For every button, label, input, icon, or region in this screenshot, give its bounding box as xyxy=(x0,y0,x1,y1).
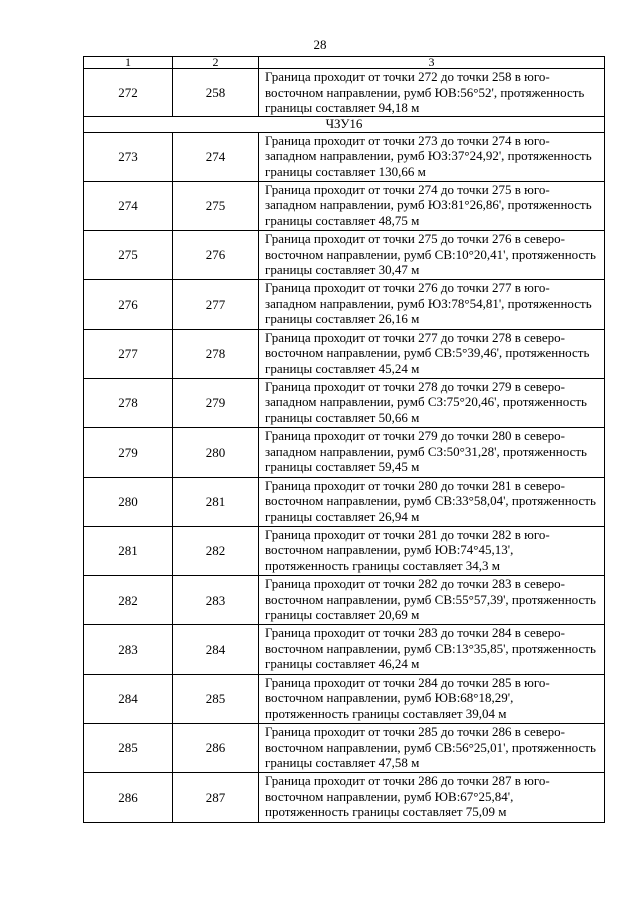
point-from: 285 xyxy=(84,724,173,773)
point-to: 275 xyxy=(173,181,259,230)
point-to: 283 xyxy=(173,576,259,625)
point-to: 280 xyxy=(173,428,259,477)
section-title: ЧЗУ16 xyxy=(84,116,605,132)
table-row xyxy=(84,674,605,723)
column-header: 3 xyxy=(259,57,605,69)
boundary-description: Граница проходит от точки 275 до точки 276 в северо- восточном направлении, румб СВ:10°20,41', протяженность границы составляет 30,47 м xyxy=(259,231,605,280)
point-from: 284 xyxy=(84,674,173,723)
boundary-description: Граница проходит от точки 272 до точки 258 в юго- восточном направлении, румб ЮВ:56°52', протяженность границы составляет 94,18 м xyxy=(259,69,605,117)
point-to: 287 xyxy=(173,773,259,822)
table-row xyxy=(84,773,605,822)
point-from: 286 xyxy=(84,773,173,822)
section-title-row xyxy=(84,116,605,132)
table-row xyxy=(84,231,605,280)
boundary-description: Граница проходит от точки 280 до точки 281 в северо- восточном направлении, румб СВ:33°58,04', протяженность границы составляет 26,94 м xyxy=(259,477,605,526)
column-header: 1 xyxy=(84,57,173,69)
point-to: 277 xyxy=(173,280,259,329)
boundary-description: Граница проходит от точки 282 до точки 283 в северо- восточном направлении, румб СВ:55°57,39', протяженность границы составляет 20,69 м xyxy=(259,576,605,625)
point-to: 284 xyxy=(173,625,259,674)
point-to: 286 xyxy=(173,724,259,773)
point-to: 279 xyxy=(173,378,259,427)
boundary-description: Граница проходит от точки 277 до точки 278 в северо- восточном направлении, румб СВ:5°39,46', протяженность границы составляет 45,24 м xyxy=(259,329,605,378)
point-from: 281 xyxy=(84,526,173,575)
point-from: 275 xyxy=(84,231,173,280)
table-row xyxy=(84,428,605,477)
table-row xyxy=(84,69,605,117)
point-from: 280 xyxy=(84,477,173,526)
point-from: 273 xyxy=(84,132,173,181)
boundary-description: Граница проходит от точки 283 до точки 284 в северо- восточном направлении, румб СВ:13°35,85', протяженность границы составляет 46,24 м xyxy=(259,625,605,674)
boundary-description: Граница проходит от точки 286 до точки 287 в юго- восточном направлении, румб ЮВ:67°25,84', протяженность границы составляет 75,09 м xyxy=(259,773,605,822)
table-row xyxy=(84,329,605,378)
boundary-description: Граница проходит от точки 276 до точки 277 в юго- западном направлении, румб ЮЗ:78°54,81', протяженность границы составляет 26,16 м xyxy=(259,280,605,329)
boundary-table xyxy=(83,56,605,823)
point-to: 278 xyxy=(173,329,259,378)
column-header: 2 xyxy=(173,57,259,69)
point-from: 277 xyxy=(84,329,173,378)
table-row xyxy=(84,378,605,427)
point-from: 278 xyxy=(84,378,173,427)
point-from: 283 xyxy=(84,625,173,674)
table-row xyxy=(84,576,605,625)
point-from: 279 xyxy=(84,428,173,477)
point-from: 274 xyxy=(84,181,173,230)
point-to: 282 xyxy=(173,526,259,575)
point-to: 258 xyxy=(173,69,259,117)
boundary-description: Граница проходит от точки 285 до точки 286 в северо- восточном направлении, румб СВ:56°25,01', протяженность границы составляет 47,58 м xyxy=(259,724,605,773)
table-header-row xyxy=(84,57,605,69)
table-row xyxy=(84,724,605,773)
point-from: 276 xyxy=(84,280,173,329)
point-to: 285 xyxy=(173,674,259,723)
table-row xyxy=(84,477,605,526)
page-number: 28 xyxy=(313,37,327,52)
point-to: 276 xyxy=(173,231,259,280)
boundary-description: Граница проходит от точки 281 до точки 282 в юго- восточном направлении, румб ЮВ:74°45,13', протяженность границы составляет 34,3 м xyxy=(259,526,605,575)
boundary-description: Граница проходит от точки 284 до точки 285 в юго- восточном направлении, румб ЮВ:68°18,29', протяженность границы составляет 39,04 м xyxy=(259,674,605,723)
boundary-description: Граница проходит от точки 279 до точки 280 в северо- западном направлении, румб СЗ:50°31,28', протяженность границы составляет 59,45 м xyxy=(259,428,605,477)
point-from: 282 xyxy=(84,576,173,625)
table-row xyxy=(84,625,605,674)
point-to: 274 xyxy=(173,132,259,181)
boundary-description: Граница проходит от точки 273 до точки 274 в юго- западном направлении, румб ЮЗ:37°24,92', протяженность границы составляет 130,66 м xyxy=(259,132,605,181)
boundary-description: Граница проходит от точки 274 до точки 275 в юго- западном направлении, румб ЮЗ:81°26,86', протяженность границы составляет 48,75 м xyxy=(259,181,605,230)
table-row xyxy=(84,280,605,329)
point-from: 272 xyxy=(84,69,173,117)
table-row xyxy=(84,132,605,181)
boundary-description: Граница проходит от точки 278 до точки 279 в северо- западном направлении, румб СЗ:75°20,46', протяженность границы составляет 50,66 м xyxy=(259,378,605,427)
table-row xyxy=(84,181,605,230)
point-to: 281 xyxy=(173,477,259,526)
table-row xyxy=(84,526,605,575)
